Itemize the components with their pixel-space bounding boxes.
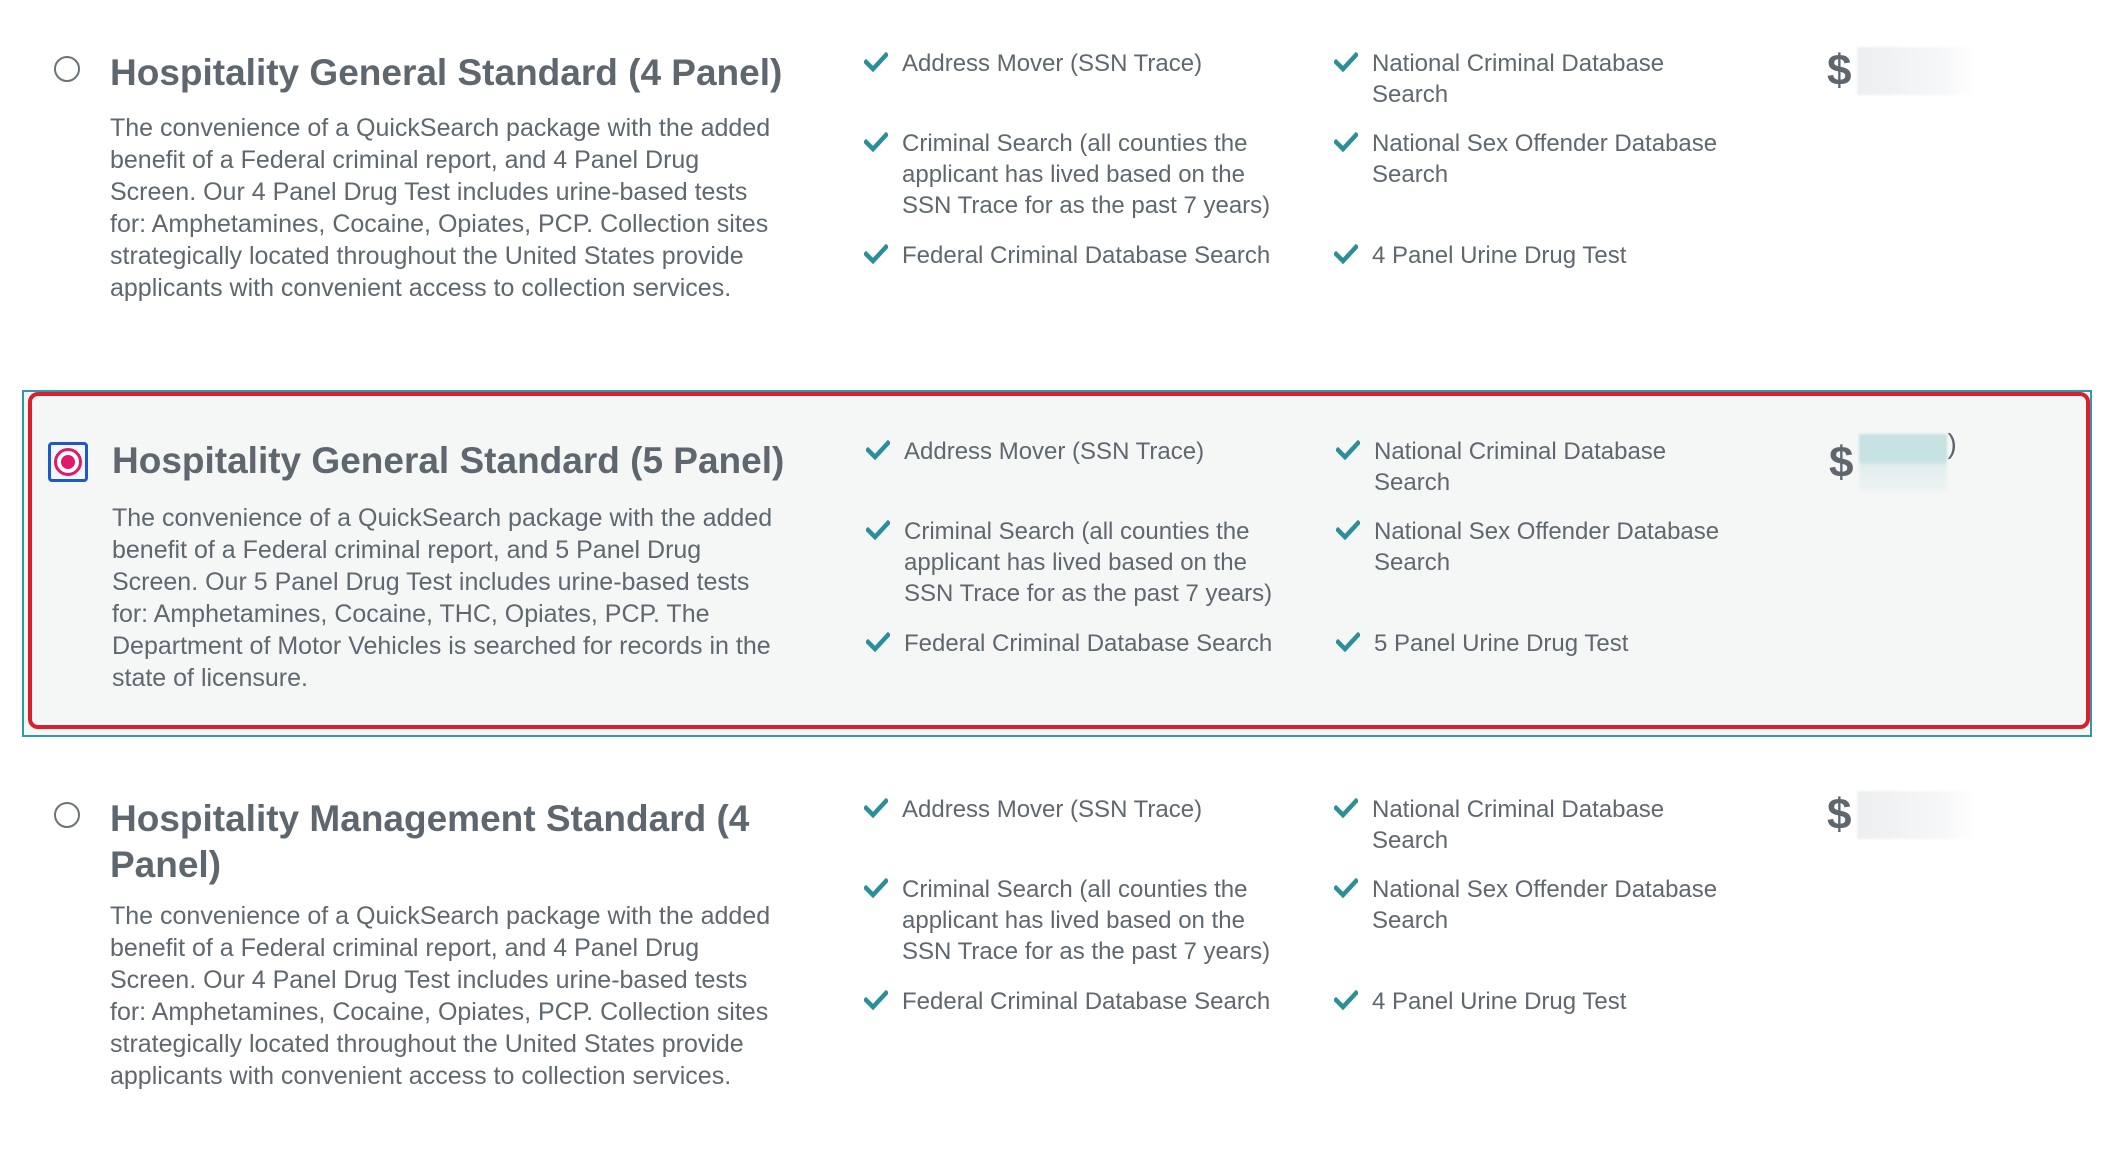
package-description: The convenience of a QuickSearch package with the added benefit of a Federal criminal report, and 5 Panel Drug Screen. Our 5 Panel Drug Test includes urine-based tests for: Amphetamines, Cocaine, THC, Opiates, PCP. The Department of Motor Vehicles is searched for records in the state of licensure. [112, 504, 773, 692]
feature-item: Federal Criminal Database Search [864, 986, 1282, 1017]
checkmark-icon [1336, 440, 1360, 460]
package-description: The convenience of a QuickSearch package with the added benefit of a Federal criminal report, and 4 Panel Drug Screen. Our 4 Panel Drug Test includes urine-based tests for: Amphetamines, Cocaine, Opiates, PCP. Collection sites strategically located throughout the United States provide applicants with convenient access to collection services. [110, 114, 771, 302]
currency-symbol: $ [1827, 790, 1852, 839]
checkmark-icon [864, 132, 888, 152]
feature-item: National Criminal Database Search [1336, 436, 1744, 498]
feature-item: National Sex Offender Database Search [1334, 874, 1742, 936]
feature-item: 5 Panel Urine Drug Test [1336, 628, 1744, 659]
checkmark-icon [864, 244, 888, 264]
checkmark-icon [1334, 52, 1358, 72]
feature-item: Criminal Search (all counties the applicant has lived based on the SSN Trace for as the past 7 years) [864, 874, 1282, 967]
checkmark-icon [1334, 798, 1358, 818]
feature-item: Criminal Search (all counties the applicant has lived based on the SSN Trace for as the past 7 years) [866, 516, 1284, 609]
package-option[interactable] [22, 0, 2092, 380]
checkmark-icon [1336, 520, 1360, 540]
package-option[interactable] [22, 760, 2092, 1168]
package-price [1827, 790, 1977, 840]
feature-item: National Sex Offender Database Search [1336, 516, 1744, 578]
feature-item: National Sex Offender Database Search [1334, 128, 1742, 190]
checkmark-icon [1334, 244, 1358, 264]
checkmark-icon [1334, 132, 1358, 152]
redacted-price-value [1859, 434, 1947, 492]
package-radio-button[interactable] [54, 802, 80, 828]
package-price [1829, 428, 1957, 492]
price-suffix: ) [1947, 428, 1957, 459]
checkmark-icon [866, 632, 890, 652]
currency-symbol: $ [1827, 46, 1852, 95]
redacted-price-value [1857, 47, 1977, 95]
package-description: The convenience of a QuickSearch package with the added benefit of a Federal criminal report, and 4 Panel Drug Screen. Our 4 Panel Drug Test includes urine-based tests for: Amphetamines, Cocaine, Opiates, PCP. Collection sites strategically located throughout the United States provide applicants with convenient access to collection services. [110, 902, 771, 1090]
checkmark-icon [864, 878, 888, 898]
feature-item: Federal Criminal Database Search [864, 240, 1282, 271]
checkmark-icon [1334, 990, 1358, 1010]
feature-item: Address Mover (SSN Trace) [866, 436, 1284, 467]
feature-item: Criminal Search (all counties the applicant has lived based on the SSN Trace for as the past 7 years) [864, 128, 1282, 221]
package-price [1827, 46, 1977, 96]
checkmark-icon [864, 52, 888, 72]
package-title: Hospitality Management Standard (4 Panel) [110, 798, 750, 885]
checkmark-icon [1334, 878, 1358, 898]
package-title: Hospitality General Standard (5 Panel) [112, 440, 785, 481]
checkmark-icon [866, 520, 890, 540]
package-option-selected[interactable] [22, 390, 2092, 737]
feature-item: 4 Panel Urine Drug Test [1334, 240, 1742, 271]
feature-item: Federal Criminal Database Search [866, 628, 1284, 659]
package-radio-button[interactable] [48, 442, 88, 482]
feature-item: National Criminal Database Search [1334, 48, 1742, 110]
feature-item: 4 Panel Urine Drug Test [1334, 986, 1742, 1017]
package-title: Hospitality General Standard (4 Panel) [110, 52, 783, 93]
feature-item: Address Mover (SSN Trace) [864, 794, 1282, 825]
currency-symbol: $ [1829, 438, 1854, 487]
checkmark-icon [864, 798, 888, 818]
checkmark-icon [866, 440, 890, 460]
feature-item: Address Mover (SSN Trace) [864, 48, 1282, 79]
redacted-price-value [1857, 791, 1977, 839]
feature-item: National Criminal Database Search [1334, 794, 1742, 856]
checkmark-icon [1336, 632, 1360, 652]
radio-selected-icon [54, 448, 82, 476]
package-radio-button[interactable] [54, 56, 80, 82]
checkmark-icon [864, 990, 888, 1010]
